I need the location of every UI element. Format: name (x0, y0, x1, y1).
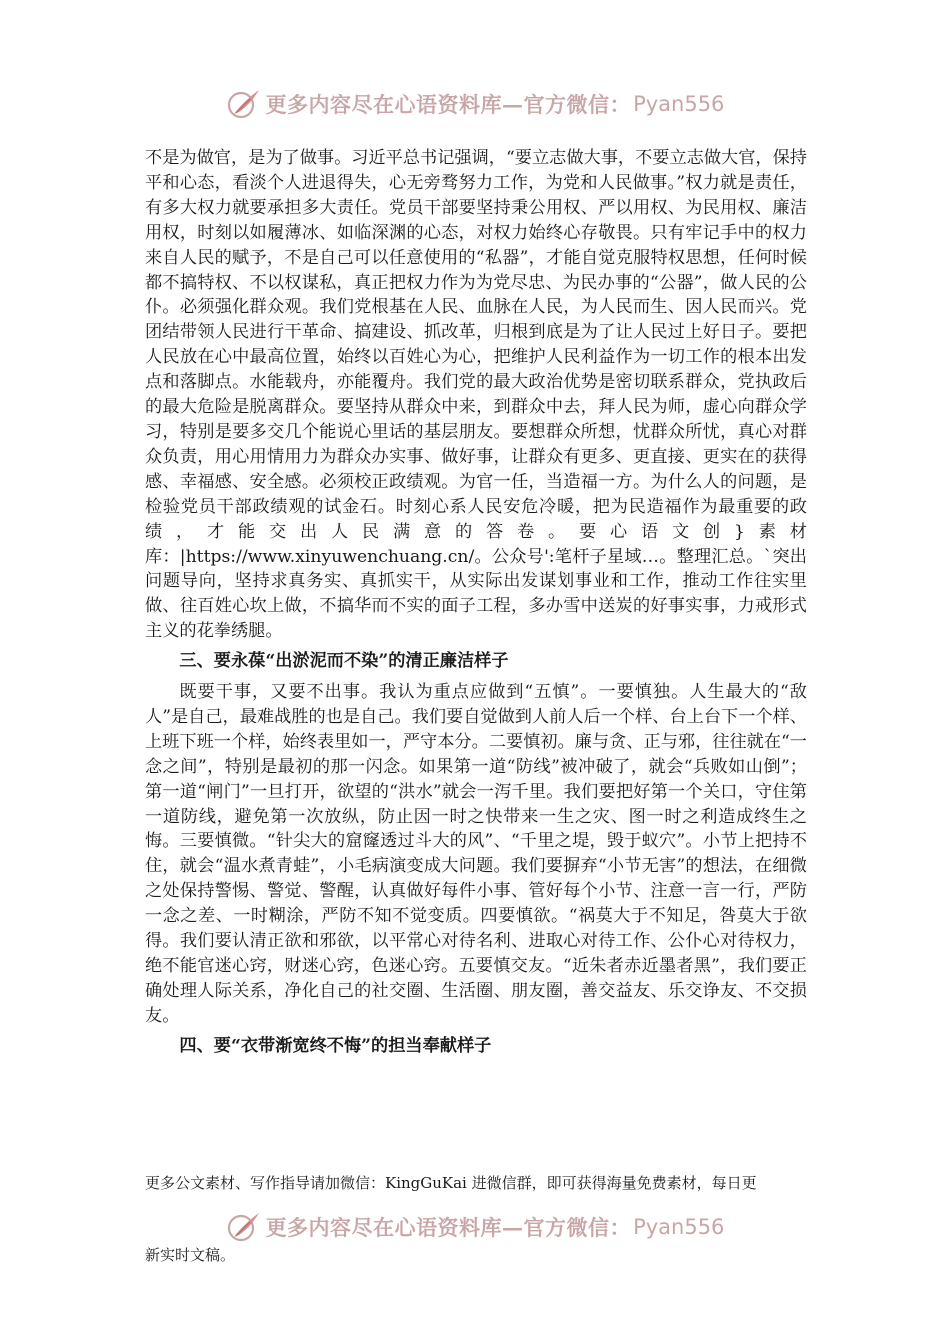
watermark-text: 更多内容尽在心语资料库—官方微信： (265, 92, 632, 117)
watermark-text: 更多内容尽在心语资料库—官方微信： (265, 1215, 632, 1240)
footer-line-2: 新实时文稿。 (145, 1246, 236, 1264)
body-paragraph-2: 既要干事，又要不出事。我认为重点应做到“五慎”。一要慎独。人生最大的“敌人”是自己，最难战胜的也是自己。我们要自觉做到人前人后一个样、台上台下一个样、上班下班一个样，始终表里如一，严守本分。二要慎初。廉与贪、正与邪，往往就在“一念之间”，特别是最初的那一闪念。如果第一道“防线”被冲破了，就会“兵败如山倒”；第一道“闸门”一旦打开，欲望的“洪水”就会一泻千里。我们要把好第一个关口，守住第一道防线，避免第一次放纵，防止因一时之快带来一生之灾、图一时之利造成终生之悔。三要慎微。“针尖大的窟窿透过斗大的风”、“千里之堤，毁于蚁穴”。小节上把持不住，就会“温水煮青蛙”，小毛病演变成大问题。我们要摒弃“小节无害”的想法，在细微之处保持警惕、警觉、警醒，认真做好每件小事、管好每个小节、注意一言一行，严防一念之差、一时糊涂，严防不知不觉变质。四要慎欲。“祸莫大于不知足，咎莫大于欲得。我们要认清正欲和邪欲，以平常心对待名利、进取心对待工作、公仆心对待权力，绝不能官迷心窍，财迷心窍，色迷心窍。五要慎交友。“近朱者赤近墨者黑”，我们要正确处理人际关系，净化自己的社交圈、生活圈、朋友圈，善交益友、乐交诤友、不交损友。 (145, 682, 807, 1026)
watermark-banner-bottom (0, 1207, 950, 1247)
body-paragraph-1: 不是为做官，是为了做事。习近平总书记强调，“要立志做大事，不要立志做大官，保持平和心态，看淡个人进退得失，心无旁骛努力工作，为党和人民做事。”权力就是责任，有多大权力就要承担多大责任。党员干部要坚持秉公用权、严以用权、为民用权、廉洁用权，时刻以如履薄冰、如临深渊的心态，对权力始终心存敬畏。只有牢记手中的权力来自人民的赋予，不是自己可以任意使用的“私器”，才能自觉克服特权思想，任何时候都不搞特权、不以权谋私，真正把权力作为为党尽忠、为民办事的“公器”，做人民的公仆。必须强化群众观。我们党根基在人民、血脉在人民，为人民而生、因人民而兴。党团结带领人民进行干革命、搞建设、抓改革，归根到底是为了让人民过上好日子。要把人民放在心中最高位置，始终以百姓心为心，把维护人民利益作为一切工作的根本出发点和落脚点。水能载舟，亦能覆舟。我们党的最大政治优势是密切联系群众，党执政后的最大危险是脱离群众。要坚持从群众中来，到群众中去，拜人民为师，虚心向群众学习，特别是要多交几个能说心里话的基层朋友。要想群众所想，忧群众所忧，真心对群众负责，用心用情用力为群众办实事、做好事，让群众有更多、更直接、更实在的获得感、幸福感、安全感。必须校正政绩观。为官一任，当造福一方。为什么人的问题，是检验党员干部政绩观的试金石。时刻心系人民安危冷暖，把为民造福作为最重要的政绩，才能交出人民满意的答卷。要心语文创}素材库：|https://www.xinyuwenchuang.cn/。公众号':笔杆子星域…。整理汇总。`突出问题导向，坚持求真务实、真抓实干，从实际出发谋划事业和工作，推动工作往实里做、往百姓心坎上做，不搞华而不实的面子工程，多办雪中送炭的好事实事，力戒形式主义的花拳绣腿。 (145, 148, 807, 642)
document-body (145, 146, 807, 1065)
watermark-banner-top (0, 84, 950, 124)
feather-pen-logo-icon (226, 86, 262, 122)
watermark-id: Pyan556 (633, 1215, 725, 1239)
footer-line-1: 更多公文素材、写作指导请加微信：KingGuKai 进微信群，即可获得海量免费素材，每日更 (145, 1174, 757, 1192)
watermark-id: Pyan556 (633, 92, 725, 116)
feather-pen-logo-icon (226, 1209, 262, 1245)
section-heading-3: 三、要永葆“出淤泥而不染”的清正廉洁样子 (179, 651, 509, 672)
section-heading-4: 四、要“衣带渐宽终不悔”的担当奉献样子 (179, 1035, 492, 1056)
